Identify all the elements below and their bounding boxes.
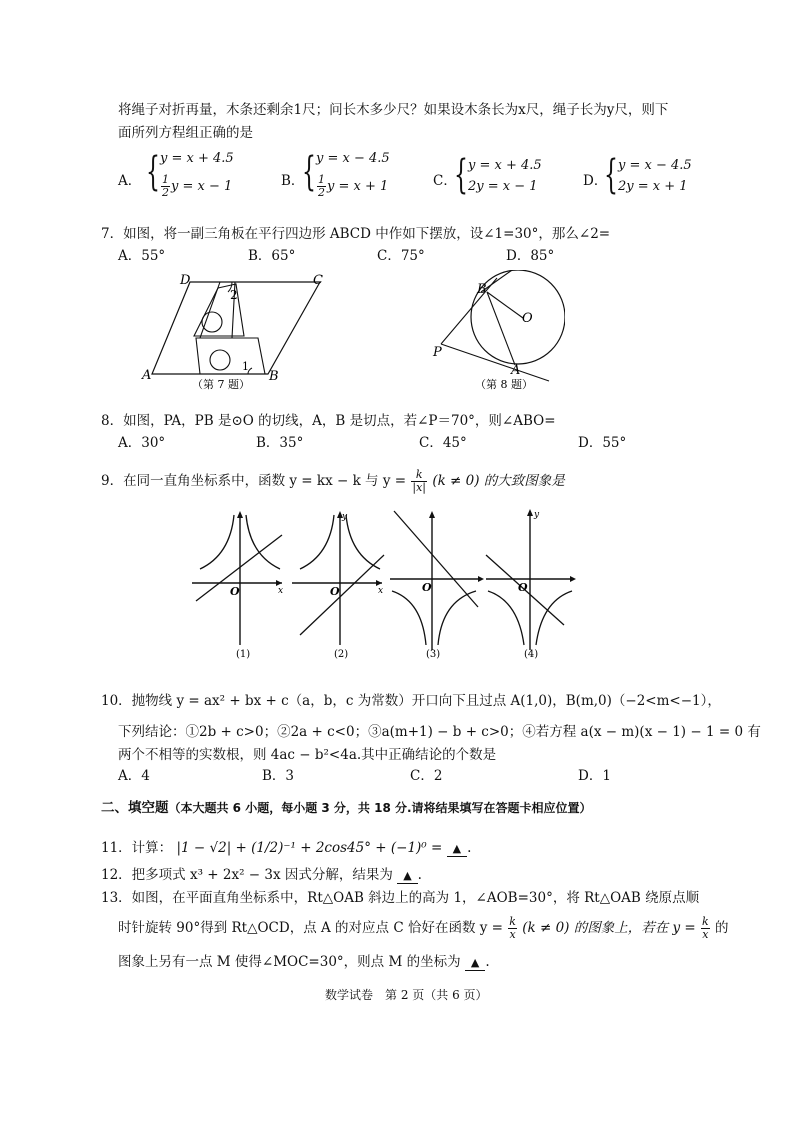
fraction: $\frac{k}{|x|}$ [412,468,427,494]
svg-text:(3): (3) [426,649,441,660]
q7-option-c: C．75° [377,248,425,264]
answer-blank: ▲ [465,954,485,971]
q10-line3: 两个不相等的实数根，则 4ac − b²<4a.其中正确结论的个数是 [118,747,497,763]
svg-text:O: O [422,581,432,594]
q10-option-d: D．1 [578,768,611,784]
brace: { [302,149,316,195]
q7-stem: 7．如图，将一副三角板在平行四边形 ABCD 中作如下摆放，设∠1=30°，那么∠2= [101,226,611,242]
q8-option-a: A．30° [118,435,166,451]
label-a: A [511,363,521,378]
graph-1 [192,511,283,660]
q10-line2: 下列结论：①2b + c>0；②2a + c<0；③a(m+1) − b + c>0；④若方程 a(x − m)(x − 1) − 1 = 0 有 [118,724,761,740]
svg-text:O: O [230,585,240,598]
chord-ab [487,292,515,365]
q6-line2: 面所列方程组正确的是 [118,125,253,141]
triangle-board-2 [196,338,265,374]
q10-option-a: A．4 [118,768,150,784]
q13-line2: 时针旋转 90°得到 Rt△OCD，点 A 的对应点 C 恰好在函数 y = $\frac{k}{x}$ (k ≠ 0) 的图象上，若在 y = $\frac{k}{x}$ 的 [118,915,729,941]
label-a: A [142,368,152,383]
q8-stem: 8．如图，PA，PB 是⊙O 的切线，A，B 是切点，若∠P＝70°，则∠ABO= [101,413,556,429]
q10-option-b: B．3 [262,768,295,784]
triangle-hole-2 [210,350,230,370]
q11: 11．计算： |1 − √2| + (1/2)⁻¹ + 2cos45° + (−1)⁰ = ▲ . [101,840,472,856]
fraction: $\frac{k}{x}$ [702,915,709,941]
label-d: D [180,273,191,288]
q7-option-a: A．55° [118,248,166,264]
tangent-pb [441,278,497,344]
section-heading: 二、填空题（本大题共 6 小题，每小题 3 分，共 18 分.请将结果填写在答题卡相应位置） [101,800,592,816]
q8-option-c: C．45° [419,435,467,451]
svg-text:(2): (2) [334,649,349,660]
q7-caption: （第 7 题） [192,378,250,391]
page-footer: 数学试卷 第 2 页（共 6 页） [325,988,488,1002]
triangle-hole-1 [202,312,222,332]
answer-blank: ▲ [397,867,417,884]
q8-caption: （第 8 题） [475,378,533,391]
svg-text:x: x [378,586,384,596]
q10-line1: 10．抛物线 y = ax² + bx + c（a，b，c 为常数）开口向下且过点 A(1,0)，B(m,0)（−2<m<−1）， [101,693,721,709]
graph-2 [292,511,384,660]
svg-text:(4): (4) [524,649,539,660]
q7-option-d: D．85° [506,248,555,264]
label-angle-2: 2 [230,288,238,302]
svg-text:O: O [330,585,340,598]
q6-line1: 将绳子对折再量，木条还剩余1尺；问长木多少尺？如果设木条长为x尺，绳子长为y尺，则下 [118,102,669,118]
q9-stem: 9．在同一直角坐标系中，函数 y = kx − k 与 y = $\frac{k}{|x|}$ (k ≠ 0) 的大致图象是 [101,468,565,494]
label-b: B [269,369,279,384]
q8-option-d: D．55° [578,435,627,451]
brace: { [454,152,468,198]
q9-graphs [190,505,590,665]
svg-text:y: y [534,510,540,520]
q7-option-b: B．65° [248,248,296,264]
q13-line3: 图象上另有一点 M 使得∠MOC=30°，则点 M 的坐标为 ▲ . [118,954,490,970]
label-b: B [477,282,487,297]
label-o: O [522,311,533,326]
q12: 12．把多项式 x³ + 2x² − 3x 因式分解，结果为 ▲ . [101,867,422,883]
tangent-pa [441,344,549,381]
svg-text:y: y [342,512,348,522]
q13-line1: 13．如图，在平面直角坐标系中，Rt△OAB 斜边上的高为 1，∠AOB=30°，将 Rt△OAB 绕原点顺 [101,890,700,906]
q7-figure [140,270,360,395]
svg-text:x: x [278,586,284,596]
svg-text:(1): (1) [236,649,251,660]
brace: { [604,152,618,198]
answer-blank: ▲ [447,840,467,857]
q8-figure [425,270,565,395]
svg-text:O: O [518,581,528,594]
label-c: C [313,273,323,288]
q10-option-c: C．2 [410,768,443,784]
label-p: P [433,345,442,360]
q8-option-b: B．35° [256,435,304,451]
brace: { [146,149,160,195]
fraction: $\frac{k}{x}$ [509,915,516,941]
graph-3 [390,511,484,660]
label-angle-1: 1 [242,360,249,373]
graph-4 [486,509,576,660]
